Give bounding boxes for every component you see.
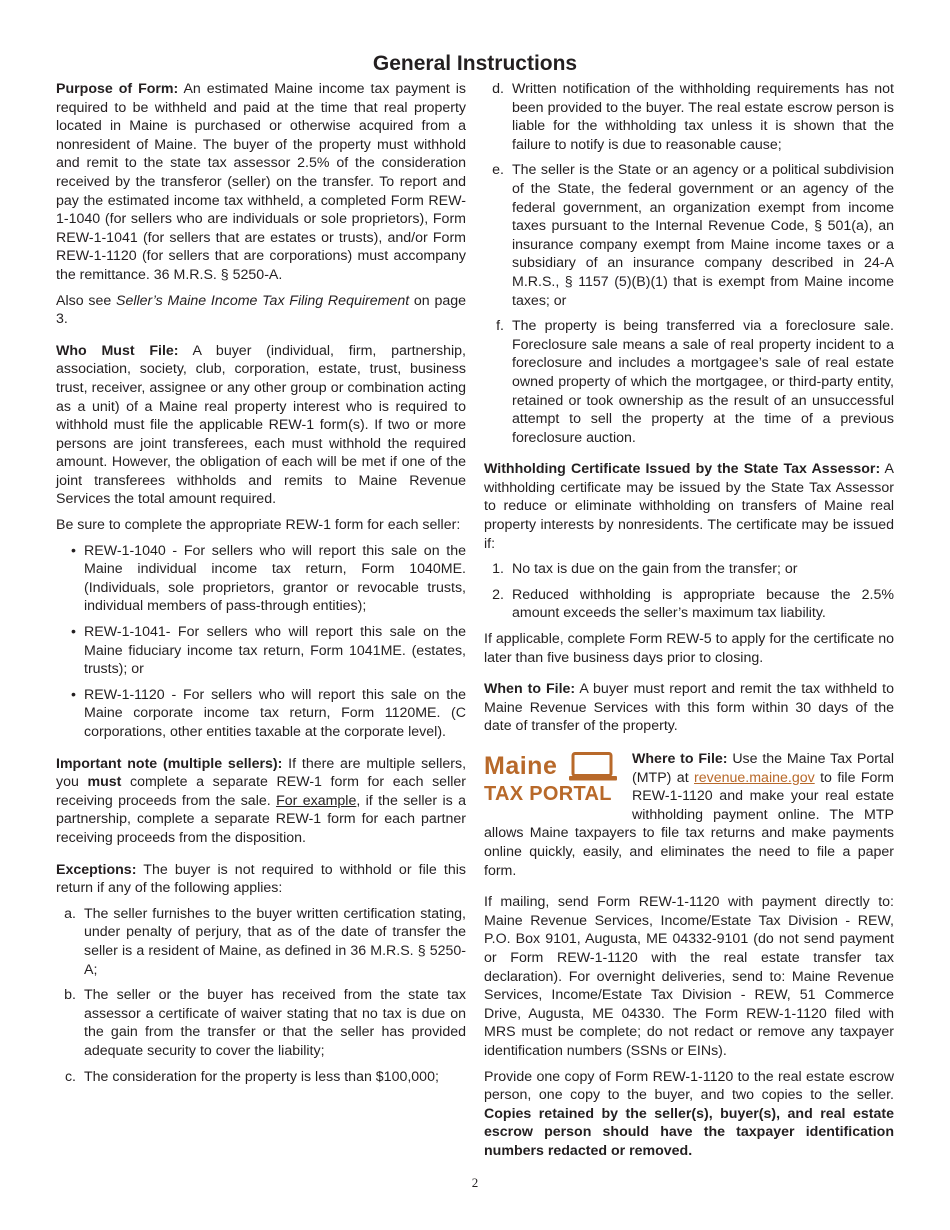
copies-text: Provide one copy of Form REW-1-1120 to the real estate escrow person, one copy to the buyer, and two copies to the seller. [484,1068,894,1104]
list-marker: a. [64,905,76,922]
left-column [56,80,466,1093]
exceptions-paragraph [56,861,466,898]
list-marker: b. [64,987,76,1004]
exceptions-text: The buyer is not required to withhold or file this return if any of the following applies: [56,861,466,897]
where-heading: Where to File: [632,751,728,767]
also-see-paragraph [56,292,466,329]
who-text: A buyer (individual, firm, partnership, association, society, club, corporation, estate, trust, business trust, receiver, assignee or any other group or combination acting as a unit) of a Maine real property interest who is required to withhold must file the applicable REW-1 form(s). If two or more persons are joint transferees, each must withhold the required amount. However, the obligation of each will be met if one of the joint transferees withholds and remits to Maine Revenue Services the total amount required. [56,342,467,508]
note-text: , if the seller is a partnership, complete a separate REW-1 form for each partner receiving proceeds from the disposition. [56,792,466,846]
list-marker: d. [492,81,504,97]
note-must: must [87,774,122,791]
note-text: complete a separate REW-1 form for each seller receiving proceeds from the sale. [56,774,466,809]
bullet-icon: • [71,542,76,559]
list-item [484,161,894,310]
note-example: For example [276,792,357,809]
note-heading: Important note (multiple sellers): [56,755,283,772]
list-text: The consideration for the property is less than $100,000; [84,1068,439,1085]
mailing-paragraph: If mailing, send Form REW-1-1120 with payment directly to: Maine Revenue Services, Income/Estate Tax Division - REW, P.O. Box 9101, Augusta, ME 04332-9101 (do not send payment or Form REW-1-1120 with the real estate transfer tax declaration). For overnight deliveries, send to: Maine Revenue Services, Income/Estate Tax Division - REW, 51 Commerce Drive, Augusta, ME 04330. The Form REW-1-1120 filed with MRS must be complete; do not redact or remove any taxpayer identification numbers (SSNs or EINs). [484,894,894,1059]
list-item [484,560,894,579]
who-heading: Who Must File: [56,342,179,359]
cert-text: A withholding certificate may be issued by the State Tax Assessor to reduce or eliminate withholding on transfers of Maine real property interests by nonresidents. The certificate may be issued if: [484,461,894,552]
list-item [56,905,466,979]
revenue-maine-link[interactable]: revenue.maine.gov [694,769,815,786]
exceptions-heading: Exceptions: [56,861,137,878]
list-item [56,1068,466,1087]
list-marker: 1. [492,561,504,578]
list-item [56,542,466,616]
purpose-paragraph [56,80,466,285]
important-note-paragraph [56,755,466,848]
list-item [56,686,466,742]
list-marker: 2. [492,586,504,603]
right-column [484,80,894,1167]
page-title: General Instructions [372,52,578,75]
where-to-file-section [484,750,894,880]
copies-bold-text: Copies retained by the seller(s), buyer(s), and real estate escrow person should have the taxpayer identification numbers redacted or removed. [484,1105,894,1159]
bullet-text: REW-1-1120 - For sellers who will report this sale on the Maine corporate income tax return, Form 1120ME. (C corporations, other entities taxable at the corporate level). [84,686,466,740]
list-item [484,317,894,447]
bullet-text: REW-1-1041- For sellers who will report this sale on the Maine fiduciary income tax return, Form 1041ME. (estates, trusts); or [84,624,466,678]
rew5-paragraph: If applicable, complete Form REW-5 to apply for the certificate no later than five business days prior to closing. [484,631,894,666]
list-item [484,80,894,154]
purpose-text: An estimated Maine income tax payment is required to be withheld and paid at the time that real property located in Maine is purchased or otherwise acquired from a nonresident of Maine. The buyer of the property must withhold and remit to the state tax assessor 2.5% of the consideration received by the transferor (seller) on the transfer. To report and pay the estimated income tax withheld, a completed Form REW-1-1040 (for sellers who are individuals or sole proprietors), Form REW-1-1041 (for sellers that are estates or trusts), and/or Form REW-1-1120 (for sellers that are corporations) must accompany the remittance. 36 M.R.S. § 5250-A. [56,81,466,283]
list-marker: f. [496,318,504,335]
list-item [56,986,466,1060]
bullet-text: REW-1-1040 - For sellers who will report this sale on the Maine individual income tax return, Form 1040ME. (Individuals, sole proprietors, grantor or revocable trusts, individual members of pass-through entities); [84,542,466,615]
when-text: A buyer must report and remit the tax withheld to Maine Revenue Services with this form within 30 days of the date of transfer of the property. [484,681,894,735]
when-to-file-paragraph [484,680,894,736]
cert-heading: Withholding Certificate Issued by the State Tax Assessor: [484,461,881,478]
laptop-icon [568,752,618,782]
list-item [484,586,894,623]
bullet-icon: • [71,686,76,703]
also-see-post: on page 3. [56,292,467,328]
list-text: The seller is the State or an agency or a political subdivision of the State, the federal government or an agency of the federal government, an organization exempt from income taxes pursuant to the Internal Revenue Code, § 501(a), an insurance company exempt from Maine income taxes or a subsidiary of an insurance company described in 24-A M.R.S., § 1157 (5)(B)(1) that is exempt from Maine income taxes; or [512,162,894,309]
where-text: Use the Maine Tax Portal (MTP) at [632,751,894,786]
list-text: The property is being transferred via a foreclosure sale. Foreclosure sale means a sale of real property incident to a foreclosure and includes a mortgagee’s sale of real estate owned property of which the mortgagee, or third-party entity, retained or took ownership as the result of an unsuccessful attempt to sell the property at the time of a previous foreclosure auction. [512,318,894,446]
list-text: Written notification of the withholding requirements has not been provided to the buyer. The real estate escrow person is liable for the withholding tax unless it is shown that the failure to notify is due to reasonable cause; [512,81,894,153]
list-item [56,623,466,679]
withholding-certificate-paragraph [484,460,894,553]
logo-portal-text: TAX PORTAL [484,783,612,805]
list-text: Reduced withholding is appropriate because the 2.5% amount exceeds the seller’s maximum tax liability. [512,586,894,622]
purpose-heading: Purpose of Form: [56,81,179,97]
list-text: No tax is due on the gain from the transfer; or [512,561,798,578]
bullet-icon: • [71,624,76,641]
maine-tax-portal-logo[interactable] [484,752,624,808]
list-text: The seller furnishes to the buyer written certification stating, under penalty of perjury, that as of the date of transfer the seller is a resident of Maine, as defined in 36 M.R.S. § 5250-A; [84,905,466,978]
list-text: The seller or the buyer has received from the state tax assessor a certificate of waiver stating that no tax is due on the gain from the transfer or that the seller has provided adequate security to cover the liability; [84,987,466,1059]
also-see-pre: Also see [56,292,116,309]
where-text: to file Form REW-1-1120 and make your real estate withholding payment online. The MTP allows Maine taxpayers to file tax returns and make payments online quickly, easily, and eliminates the need to file a paper form. [484,769,894,879]
be-sure-paragraph: Be sure to complete the appropriate REW-1 form for each seller: [56,517,461,534]
list-marker: e. [492,162,504,179]
list-marker: c. [64,1068,76,1085]
when-heading: When to File: [484,681,576,698]
note-text: If there are multiple sellers, you [56,755,467,791]
page-number: 2 [471,1175,479,1190]
also-see-reference: Seller’s Maine Income Tax Filing Requirement [115,292,410,309]
copies-paragraph [484,1068,894,1161]
who-must-file-paragraph [56,342,466,509]
logo-maine-text: Maine [484,752,558,780]
